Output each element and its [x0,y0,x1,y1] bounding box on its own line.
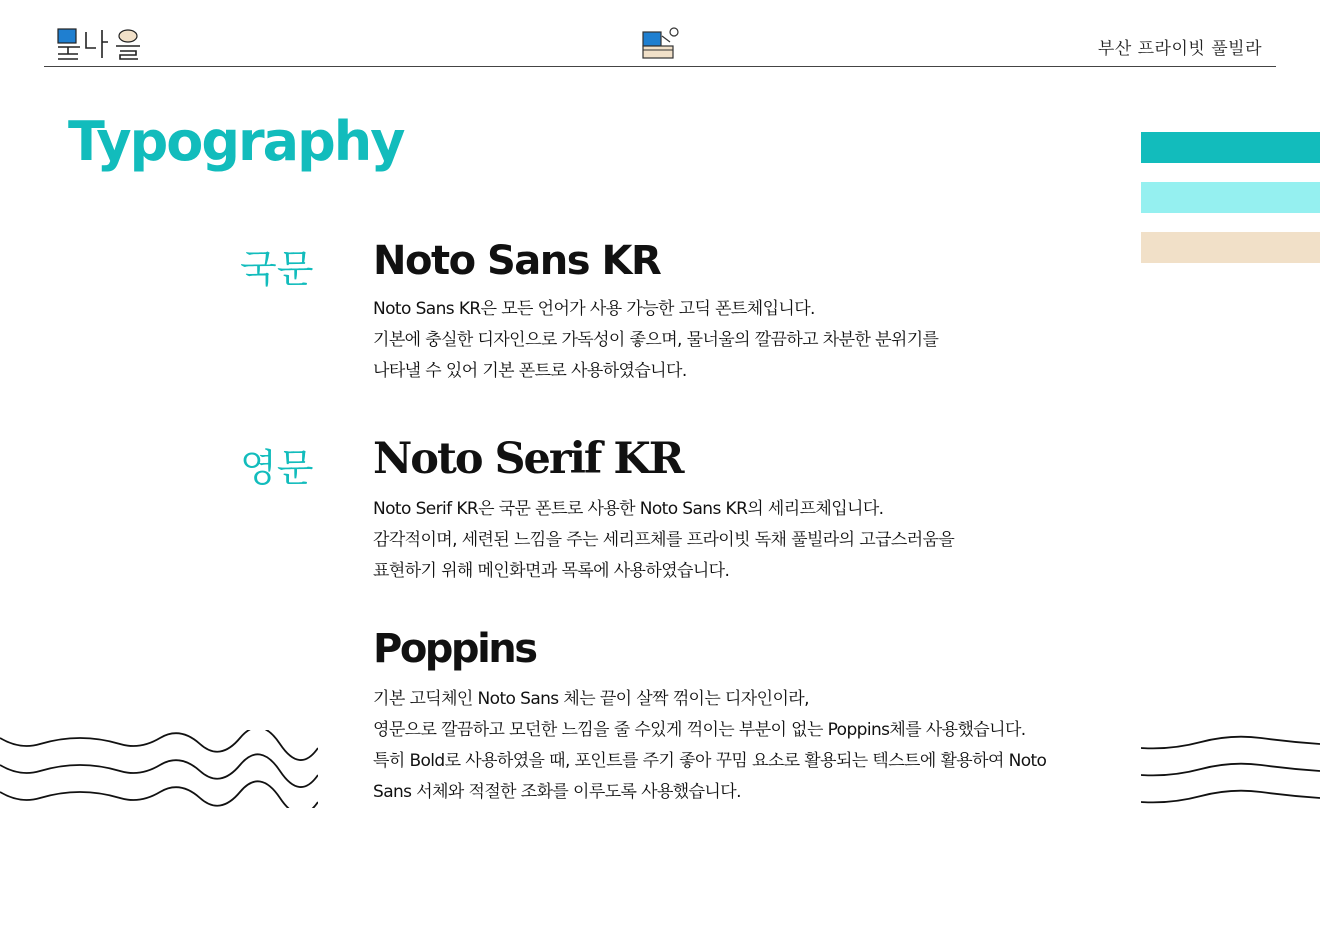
villa-icon [640,26,682,62]
section-description [373,494,1073,587]
wave-decoration-left [0,730,318,808]
swatch-light [1141,182,1320,213]
section-description [373,294,1073,387]
swatch-beige [1141,232,1320,263]
description-line: 감각적이며, 세련된 느낌을 주는 세리프체를 프라이빗 독채 풀빌라의 고급스러움을 [373,530,955,550]
section-label-english: 영문 [240,446,314,490]
header-tagline: 부산 프라이빗 풀빌라 [1097,39,1262,59]
description-line: 영문으로 깔끔하고 모던한 느낌을 줄 수있게 꺽이는 부분이 없는 Poppins체를 사용했습니다. [373,720,1026,740]
description-line: Noto Sans KR은 모든 언어가 사용 가능한 고딕 폰트체입니다. [373,299,815,319]
description-line: 나타낼 수 있어 기본 폰트로 사용하였습니다. [373,361,687,381]
description-line: 기본에 충실한 디자인으로 가독성이 좋으며, 물너울의 깔끔하고 차분한 분위기를 [373,330,939,350]
font-name-noto-serif: Noto Serif KR [373,434,683,484]
description-line: Sans 서체와 적절한 조화를 이루도록 사용했습니다. [373,782,741,802]
description-line: 특히 Bold로 사용하였을 때, 포인트를 주기 좋아 꾸밈 요소로 활용되는 텍스트에 활용하여 Noto [373,751,1047,771]
swatch-primary [1141,132,1320,163]
description-line: Noto Serif KR은 국문 폰트로 사용한 Noto Sans KR의 세리프체입니다. [373,499,884,519]
description-line: 기본 고딕체인 Noto Sans 체는 끝이 살짝 꺾이는 디자인이라, [373,689,809,709]
font-name-poppins: Poppins [373,626,536,672]
brand-logo [56,26,142,62]
section-label-korean: 국문 [240,247,314,291]
wave-decoration-right [1141,730,1320,808]
description-line: 표현하기 위해 메인화면과 목록에 사용하였습니다. [373,561,730,581]
header-divider [44,66,1276,67]
font-name-noto-sans: Noto Sans KR [373,238,661,284]
page-title: Typography [68,110,404,173]
section-description [373,684,1073,808]
